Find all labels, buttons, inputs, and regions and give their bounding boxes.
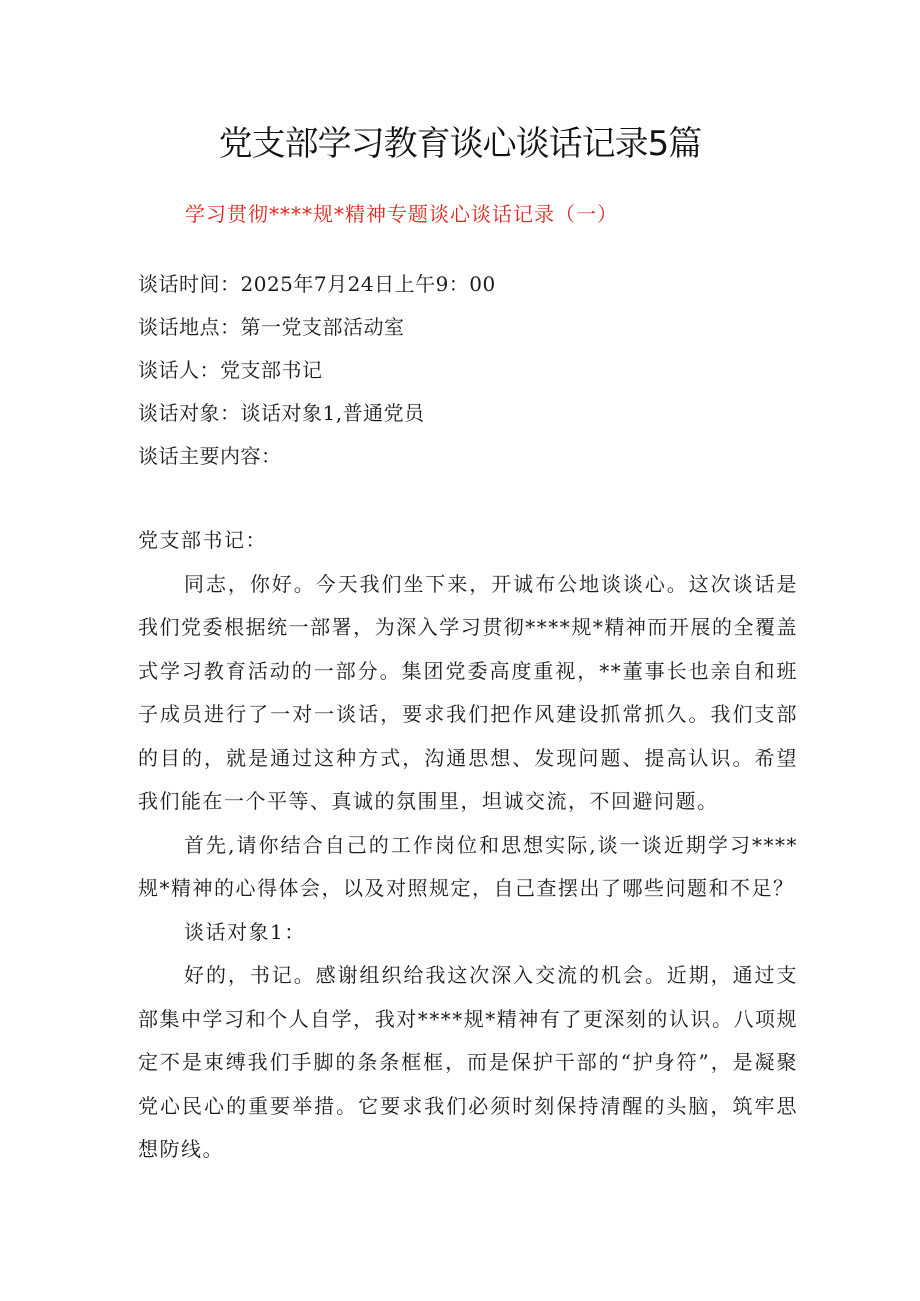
paragraph-greeting: 同志，你好。今天我们坐下来，开诚布公地谈谈心。这次谈话是我们党委根据统一部署，为深入学习贯彻****规*精神而开展的全覆盖式学习教育活动的一部分。集团党委高度重视，**董事长也亲自和班子成员进行了一对一谈话，要求我们把作风建设抓常抓久。我们支部的目的，就是通过这种方式，沟通思想、发现问题、提高认识。希望我们能在一个平等、真诚的氛围里，坦诚交流，不回避问题。 (138, 571, 798, 813)
speaker-label-subject: 谈话对象1： (184, 919, 306, 944)
section-subtitle: 学习贯彻****规*精神专题谈心谈话记录（一） (185, 202, 618, 226)
meeting-subject: 谈话对象：谈话对象1,普通党员 (138, 401, 425, 425)
meeting-info (138, 263, 798, 478)
conversation-body (138, 519, 798, 1172)
paragraph-response: 好的，书记。感谢组织给我这次深入交流的机会。近期，通过支部集中学习和个人自学，我对****规*精神有了更深刻的认识。八项规定不是束缚我们手脚的条条框框，而是保护干部的“护身符”，是凝聚党心民心的重要举措。它要求我们必须时刻保持清醒的头脑，筑牢思想防线。 (138, 963, 798, 1161)
document-title: 党支部学习教育谈心谈话记录5篇 (218, 124, 702, 164)
paragraph-question: 首先,请你结合自己的工作岗位和思想实际,谈一谈近期学习****规*精神的心得体会，以及对照规定，自己查摆出了哪些问题和不足？ (138, 832, 798, 900)
speaker-label-secretary: 党支部书记： (138, 528, 267, 552)
meeting-time: 谈话时间：2025年7月24日上午9：00 (138, 272, 496, 296)
meeting-host: 谈话人：党支部书记 (138, 358, 323, 382)
meeting-content-label: 谈话主要内容： (138, 444, 282, 468)
meeting-location: 谈话地点：第一党支部活动室 (138, 315, 405, 339)
